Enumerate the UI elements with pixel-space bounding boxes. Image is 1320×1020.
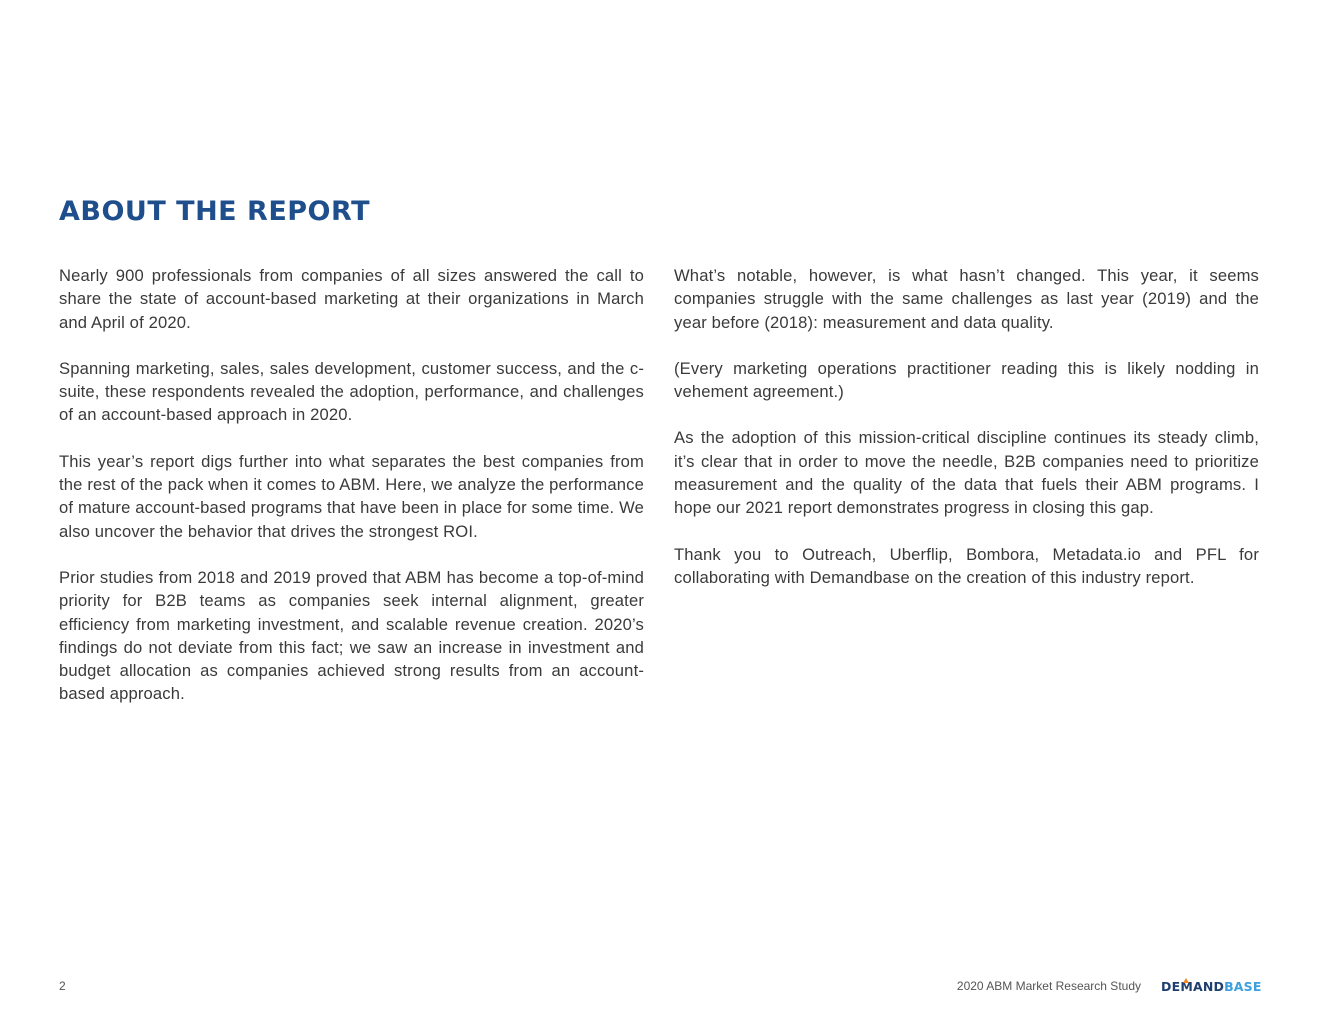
- paragraph: This year’s report digs further into what separates the best companies from the rest of the pack when it comes to ABM. Here, we analyze the performance of mature account-based programs that have been in place for some time. We also uncover the behavior that drives the strongest ROI.: [59, 451, 644, 541]
- paragraph: Nearly 900 professionals from companies of all sizes answered the call to share the state of account-based marketing at their organizations in March and April of 2020.: [59, 266, 644, 332]
- paragraph: (Every marketing operations practitioner reading this is likely nodding in vehement agreement.): [674, 358, 1259, 402]
- paragraph: As the adoption of this mission-critical discipline continues its steady climb, it’s clear that in order to move the needle, B2B companies need to prioritize measurement and the quality of the data that fuels their ABM programs. I hope our 2021 report demonstrates progress in closing this gap.: [674, 428, 1259, 518]
- logo-accent-icon: [1183, 978, 1189, 983]
- logo-text: [1161, 979, 1262, 994]
- paragraph: Prior studies from 2018 and 2019 proved that ABM has become a top-of-mind priority for B2B teams as companies seek internal alignment, greater efficiency from marketing investment, and scalable revenue creation. 2020’s findings do not deviate from this fact; we saw an increase in investment and budget allocation as companies achieved strong results from an account-based approach.: [59, 567, 644, 704]
- logo-text-demand: DEMAND: [1161, 979, 1225, 994]
- study-title: 2020 ABM Market Research Study: [956, 979, 1141, 993]
- paragraph: What’s notable, however, is what hasn’t changed. This year, it seems companies struggle with the same challenges as last year (2019) and the year before (2018): measurement and data quality.: [674, 266, 1259, 332]
- paragraph: Thank you to Outreach, Uberflip, Bombora, Metadata.io and PFL for collaborating with Demandbase on the creation of this industry report.: [674, 544, 1259, 587]
- logo-text-base: BASE: [1224, 979, 1262, 994]
- page-title: ABOUT THE REPORT: [59, 196, 370, 227]
- demandbase-logo: [1161, 977, 1261, 997]
- paragraph: Spanning marketing, sales, sales development, customer success, and the c-suite, these respondents revealed the adoption, performance, and challenges of an account-based approach in 2020.: [59, 358, 644, 425]
- page-number: 2: [59, 979, 66, 993]
- right-column: [674, 264, 1259, 612]
- left-column: [59, 264, 644, 729]
